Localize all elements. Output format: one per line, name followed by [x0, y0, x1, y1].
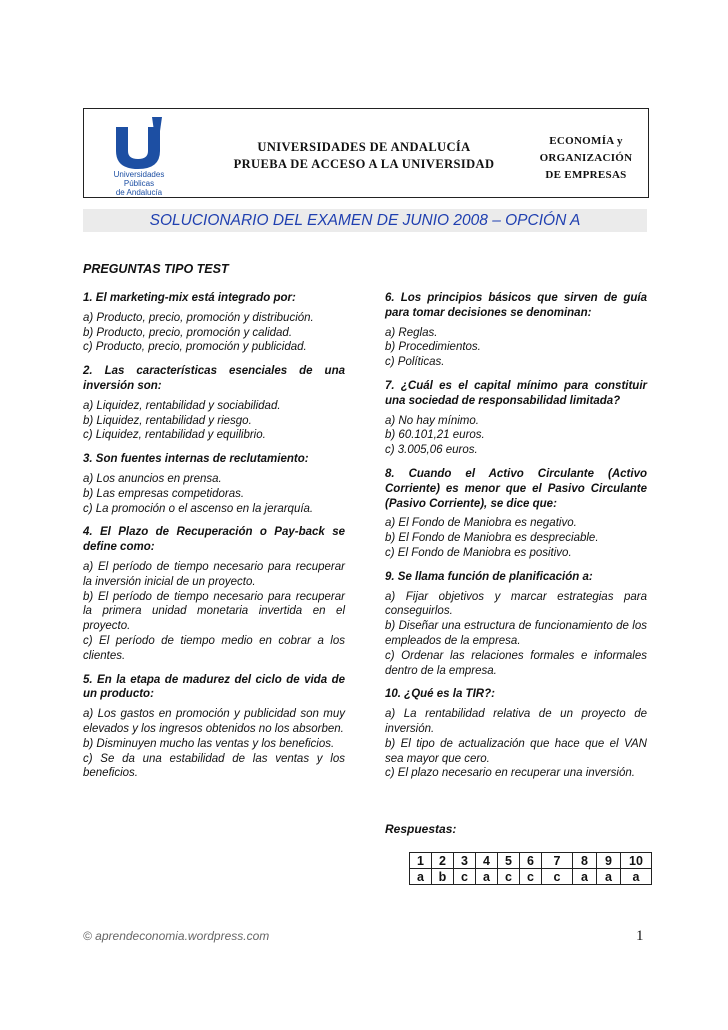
answer-option: c) El período de tiempo medio en cobrar a los clientes.	[83, 634, 345, 662]
answer-option: b) Procedimientos.	[385, 341, 481, 354]
logo-caption-line: de Andalucía	[115, 188, 163, 197]
answer-letter-cell: c	[520, 869, 542, 885]
answer-option: b) El tipo de actualización que hace que el VAN sea mayor que cero.	[385, 737, 647, 765]
answer-option: a) Los gastos en promoción y publicidad son muy elevados y los ingresos obtenidos no los absorben.	[83, 708, 345, 735]
answer-option: a) La rentabilidad relativa de un proyecto de inversión.	[385, 708, 647, 735]
answer-letter-cell: c	[542, 869, 573, 885]
document-title: SOLUCIONARIO DEL EXAMEN DE JUNIO 2008 – OPCIÓN A	[149, 212, 581, 229]
answer-letter-cell: a	[573, 869, 597, 885]
answer-letter-cell: b	[432, 869, 454, 885]
answer-option: b) 60.101,21 euros.	[385, 429, 485, 442]
answers-table	[409, 852, 652, 885]
question-text: 7. ¿Cuál es el capital mínimo para constituir una sociedad de responsabilidad limitada?	[385, 379, 647, 407]
answer-options	[385, 326, 647, 370]
answer-option: a) El período de tiempo necesario para recuperar la inversión inicial de un proyecto.	[83, 560, 345, 588]
question-text: 2. Las características esenciales de una inversión son:	[83, 365, 345, 392]
answer-number-cell: 9	[597, 853, 621, 869]
question-text: 8. Cuando el Activo Circulante (Activo Corriente) es menor que el Pasivo Circulante (Pasivo Corriente), se dice que:	[385, 467, 647, 510]
answer-number-cell: 6	[520, 853, 542, 869]
question-text: 10. ¿Qué es la TIR?:	[385, 688, 495, 701]
answers-letter-row	[410, 869, 652, 885]
answer-letter-cell: c	[454, 869, 476, 885]
exam-header	[83, 108, 649, 198]
answers-number-row	[410, 853, 652, 869]
answer-letter-cell: a	[621, 869, 652, 885]
answer-option: c) La promoción o el ascenso en la jerarquía.	[83, 502, 314, 515]
logo-caption-line: Universidades Públicas	[113, 170, 165, 188]
answer-number-cell: 7	[542, 853, 573, 869]
answer-options	[83, 707, 345, 781]
answer-option: a) Fijar objetivos y marcar estrategias para conseguirlos.	[385, 590, 647, 618]
answer-option: a) No hay mínimo.	[385, 414, 479, 427]
answer-option: b) El período de tiempo necesario para recuperar la primera unidad monetaria invertida en el proyecto.	[83, 590, 345, 633]
answer-letter-cell: a	[476, 869, 498, 885]
answer-number-cell: 3	[454, 853, 476, 869]
answer-option: c) Liquidez, rentabilidad y equilibrio.	[83, 429, 266, 442]
answer-options	[385, 590, 647, 679]
institution-line: PRUEBA DE ACCESO A LA UNIVERSIDAD	[233, 157, 495, 171]
answer-options	[385, 516, 647, 560]
question-text: 5. En la etapa de madurez del ciclo de vida de un producto:	[83, 673, 345, 701]
answer-options	[83, 560, 345, 664]
footer-credit: © aprendeconomia.wordpress.com	[83, 929, 270, 943]
answer-option: a) El Fondo de Maniobra es negativo.	[385, 517, 577, 530]
answer-option: b) Las empresas competidoras.	[83, 487, 245, 500]
answer-number-cell: 5	[498, 853, 520, 869]
answer-number-cell: 8	[573, 853, 597, 869]
answer-option: b) Disminuyen mucho las ventas y los beneficios.	[83, 737, 335, 750]
answer-option: a) Los anuncios en prensa.	[83, 472, 222, 485]
subject-line: ORGANIZACIÓN	[539, 152, 633, 164]
question-text: 1. El marketing-mix está integrado por:	[83, 292, 296, 304]
u-logo-icon	[108, 117, 172, 169]
answer-number-cell: 2	[432, 853, 454, 869]
answer-option: c) Ordenar las relaciones formales e informales dentro de la empresa.	[385, 649, 647, 677]
subject-line: DE EMPRESAS	[545, 169, 627, 181]
exam-institution	[214, 139, 514, 173]
answer-option: c) El Fondo de Maniobra es positivo.	[385, 546, 572, 559]
questions-right-column	[385, 291, 647, 790]
answer-option: c) Producto, precio, promoción y publicidad.	[83, 341, 307, 354]
answer-option: b) Producto, precio, promoción y calidad.	[83, 326, 293, 339]
answer-option: c) El plazo necesario en recuperar una inversión.	[385, 767, 635, 780]
answer-option: a) Producto, precio, promoción y distribución.	[83, 311, 314, 324]
logo-caption	[98, 170, 180, 197]
question-text: 3. Son fuentes internas de reclutamiento:	[83, 453, 309, 466]
answer-letter-cell: a	[597, 869, 621, 885]
answer-option: b) Liquidez, rentabilidad y riesgo.	[83, 414, 252, 427]
university-logo	[98, 117, 180, 197]
page-number: 1	[636, 928, 644, 944]
answers-label: Respuestas:	[385, 822, 457, 836]
answer-number-cell: 4	[476, 853, 498, 869]
answer-number-cell: 1	[410, 853, 432, 869]
answer-option: c) Políticas.	[385, 356, 445, 369]
answer-option: a) Liquidez, rentabilidad y sociabilidad.	[83, 399, 281, 412]
answer-option: c) 3.005,06 euros.	[385, 444, 478, 457]
answer-option: a) Reglas.	[385, 326, 438, 339]
answer-letter-cell: c	[498, 869, 520, 885]
answer-letter-cell: a	[410, 869, 432, 885]
answer-options	[83, 311, 345, 355]
questions-left-column	[83, 291, 345, 790]
question-text: 6. Los principios básicos que sirven de guía para tomar decisiones se denominan:	[385, 292, 647, 319]
answer-number-cell: 10	[621, 853, 652, 869]
subject-line: ECONOMÍA y	[549, 135, 623, 147]
answer-options	[83, 472, 345, 516]
answer-option: b) El Fondo de Maniobra es despreciable.	[385, 532, 599, 545]
question-text: 4. El Plazo de Recuperación o Pay-back se define como:	[83, 526, 345, 554]
title-bar	[83, 209, 647, 232]
subject-name	[530, 133, 642, 184]
question-text: 9. Se llama función de planificación a:	[385, 570, 593, 583]
answer-option: b) Diseñar una estructura de funcionamiento de los empleados de la empresa.	[385, 620, 647, 647]
answer-options	[83, 399, 345, 443]
answer-option: c) Se da una estabilidad de las ventas y los beneficios.	[83, 752, 345, 780]
section-title: PREGUNTAS TIPO TEST	[83, 262, 229, 276]
answer-options	[385, 707, 647, 781]
answer-options	[385, 414, 647, 458]
institution-line: UNIVERSIDADES DE ANDALUCÍA	[257, 140, 471, 154]
